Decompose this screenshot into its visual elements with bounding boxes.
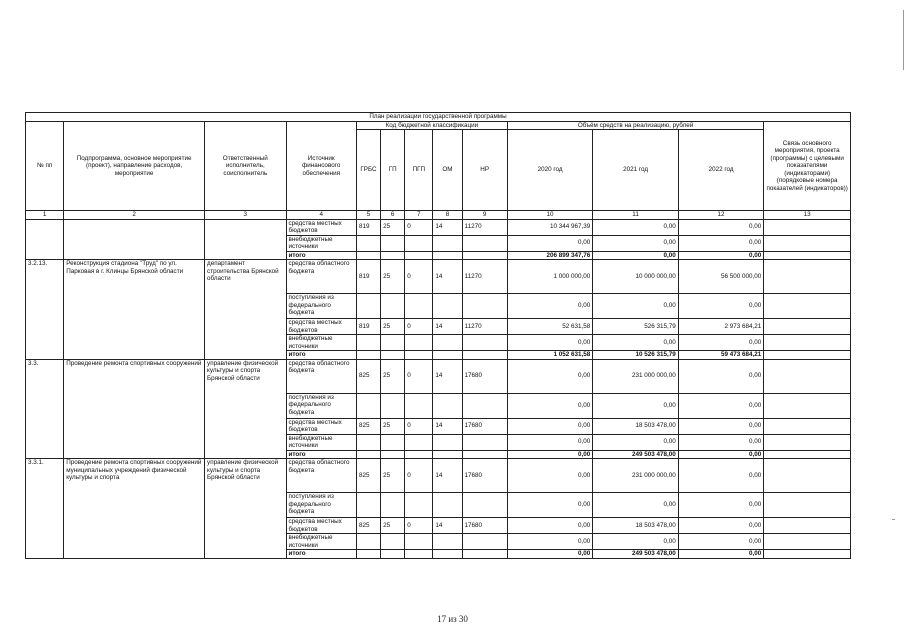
table-row [26, 459, 851, 493]
indicator-link-cell [764, 518, 851, 534]
code-pgp [405, 235, 433, 251]
program-plan-table [25, 112, 851, 559]
amount-2021: 0,00 [593, 251, 679, 260]
item-responsible: департамент строительства Брянской области [205, 260, 286, 360]
item-name [64, 219, 205, 260]
code-grbs [356, 294, 380, 319]
funding-source: итого [286, 550, 356, 559]
table-row [26, 260, 851, 294]
code-pgp [405, 534, 433, 550]
header-year-2022: 2022 год [678, 130, 764, 211]
code-gp: 25 [381, 319, 405, 335]
code-gp [381, 434, 405, 450]
header-responsible: Ответственный исполнитель, соисполнитель [205, 121, 286, 211]
code-pgp: 0 [405, 319, 433, 335]
code-pgp [405, 450, 433, 459]
code-pgp [405, 351, 433, 360]
code-pgp [405, 434, 433, 450]
code-gp [381, 393, 405, 418]
code-grbs [356, 550, 380, 559]
code-nr: 17680 [462, 459, 507, 493]
item-number: 3.3. [26, 359, 64, 459]
amount-2020: 0,00 [507, 459, 593, 493]
funding-source: внебюджетные источники [286, 335, 356, 351]
funding-source: поступления из федерального бюджета [286, 493, 356, 518]
code-om [433, 351, 462, 360]
amount-2021: 231 000 000,00 [593, 359, 679, 393]
amount-2020: 0,00 [507, 493, 593, 518]
code-grbs: 825 [356, 459, 380, 493]
indicator-link-cell [764, 550, 851, 559]
amount-2022: 0,00 [678, 235, 764, 251]
code-pgp: 0 [405, 459, 433, 493]
amount-2020: 0,00 [507, 534, 593, 550]
table-row [26, 359, 851, 393]
code-gp [381, 493, 405, 518]
code-om [433, 294, 462, 319]
code-gp [381, 550, 405, 559]
code-nr: 17680 [462, 518, 507, 534]
amount-2022: 0,00 [678, 418, 764, 434]
code-pgp [405, 294, 433, 319]
code-pgp: 0 [405, 418, 433, 434]
page-number: 17 из 30 [437, 614, 468, 624]
code-nr [462, 351, 507, 360]
amount-2021: 0,00 [593, 434, 679, 450]
amount-2020: 0,00 [507, 294, 593, 319]
code-gp [381, 450, 405, 459]
code-om: 14 [433, 260, 462, 294]
indicator-link-cell [764, 493, 851, 518]
amount-2022: 0,00 [678, 251, 764, 260]
item-name: Реконструкция стадиона "Труд" по ул. Парковая в г. Клинцы Брянской области [64, 260, 205, 360]
item-number [26, 219, 64, 260]
code-grbs [356, 235, 380, 251]
indicator-link-cell [764, 335, 851, 351]
header-budget-code-group: Код бюджетной классификации [356, 121, 507, 130]
indicator-link-cell [764, 534, 851, 550]
code-grbs: 819 [356, 260, 380, 294]
funding-source: средства местных бюджетов [286, 518, 356, 534]
item-responsible [205, 219, 286, 260]
code-nr: 11270 [462, 319, 507, 335]
code-om [433, 534, 462, 550]
code-gp: 25 [381, 518, 405, 534]
amount-2022: 0,00 [678, 434, 764, 450]
amount-2022: 0,00 [678, 518, 764, 534]
funding-source: итого [286, 351, 356, 360]
code-nr [462, 335, 507, 351]
code-nr [462, 550, 507, 559]
item-responsible: управление физической культуры и спорта Брянской области [205, 459, 286, 559]
amount-2021: 18 503 478,00 [593, 518, 679, 534]
code-pgp: 0 [405, 518, 433, 534]
code-om: 14 [433, 359, 462, 393]
amount-2021: 0,00 [593, 335, 679, 351]
col-number: 9 [462, 211, 507, 220]
code-nr [462, 393, 507, 418]
col-number: 2 [64, 211, 205, 220]
funding-source: итого [286, 450, 356, 459]
code-om [433, 235, 462, 251]
funding-source: внебюджетные источники [286, 434, 356, 450]
code-pgp [405, 550, 433, 559]
scan-edge-mark [892, 519, 895, 520]
code-nr: 11270 [462, 260, 507, 294]
amount-2022: 56 500 000,00 [678, 260, 764, 294]
amount-2021: 10 000 000,00 [593, 260, 679, 294]
code-grbs [356, 251, 380, 260]
item-name: Проведение ремонта спортивных сооружений [64, 359, 205, 459]
code-pgp: 0 [405, 260, 433, 294]
item-name: Проведение ремонта спортивных сооружений муниципальных учреждений физической культуры и спорта [64, 459, 205, 559]
amount-2022: 0,00 [678, 294, 764, 319]
code-grbs [356, 534, 380, 550]
amount-2020: 206 899 347,76 [507, 251, 593, 260]
code-nr [462, 493, 507, 518]
code-om [433, 450, 462, 459]
funding-source: средства областного бюджета [286, 260, 356, 294]
amount-2020: 0,00 [507, 518, 593, 534]
amount-2020: 1 052 631,58 [507, 351, 593, 360]
code-nr: 11270 [462, 219, 507, 235]
code-nr [462, 251, 507, 260]
col-number: 10 [507, 211, 593, 220]
amount-2021: 249 503 478,00 [593, 550, 679, 559]
code-nr: 17680 [462, 418, 507, 434]
code-gp: 25 [381, 260, 405, 294]
funding-source: средства местных бюджетов [286, 319, 356, 335]
header-year-2021: 2021 год [593, 130, 679, 211]
code-grbs [356, 351, 380, 360]
amount-2020: 0,00 [507, 434, 593, 450]
col-number: 13 [764, 211, 851, 220]
code-gp [381, 294, 405, 319]
amount-2021: 0,00 [593, 534, 679, 550]
funding-source: средства местных бюджетов [286, 418, 356, 434]
amount-2020: 1 000 000,00 [507, 260, 593, 294]
col-number: 8 [433, 211, 462, 220]
col-number: 6 [381, 211, 405, 220]
funding-source: средства областного бюджета [286, 359, 356, 393]
code-om: 14 [433, 518, 462, 534]
code-grbs [356, 335, 380, 351]
code-gp: 25 [381, 219, 405, 235]
code-pgp [405, 393, 433, 418]
col-number: 5 [356, 211, 380, 220]
code-gp [381, 534, 405, 550]
code-gp: 25 [381, 459, 405, 493]
code-pgp [405, 251, 433, 260]
code-om [433, 434, 462, 450]
code-grbs: 819 [356, 219, 380, 235]
header-nr: НР [462, 130, 507, 211]
amount-2020: 52 631,58 [507, 319, 593, 335]
table-title: План реализации государственной программы [26, 113, 851, 122]
amount-2020: 0,00 [507, 335, 593, 351]
code-grbs [356, 493, 380, 518]
funding-source: внебюджетные источники [286, 235, 356, 251]
amount-2021: 0,00 [593, 235, 679, 251]
code-nr [462, 434, 507, 450]
col-number: 7 [405, 211, 433, 220]
code-grbs [356, 393, 380, 418]
code-nr [462, 534, 507, 550]
amount-2021: 0,00 [593, 294, 679, 319]
funding-source: внебюджетные источники [286, 534, 356, 550]
funding-source: средства местных бюджетов [286, 219, 356, 235]
indicator-link-cell [764, 450, 851, 459]
amount-2020: 0,00 [507, 235, 593, 251]
amount-2022: 0,00 [678, 219, 764, 235]
funding-source: поступления из федерального бюджета [286, 393, 356, 418]
code-pgp: 0 [405, 219, 433, 235]
code-nr: 17680 [462, 359, 507, 393]
indicator-link-cell [764, 359, 851, 393]
code-gp: 25 [381, 418, 405, 434]
amount-2020: 10 344 967,39 [507, 219, 593, 235]
funding-source: поступления из федерального бюджета [286, 294, 356, 319]
code-om: 14 [433, 319, 462, 335]
amount-2022: 0,00 [678, 335, 764, 351]
table-row [26, 219, 851, 235]
item-number: 3.2.13. [26, 260, 64, 360]
code-om [433, 493, 462, 518]
header-indicator-link: Связь основного мероприятия, проекта (программы) с целевыми показателями (индикаторами) (порядковые номера показателей (индикаторов)) [764, 121, 851, 211]
amount-2022: 0,00 [678, 359, 764, 393]
code-grbs [356, 450, 380, 459]
col-number: 3 [205, 211, 286, 220]
code-om: 14 [433, 459, 462, 493]
amount-2021: 0,00 [593, 393, 679, 418]
code-om: 14 [433, 418, 462, 434]
amount-2020: 0,00 [507, 359, 593, 393]
amount-2020: 0,00 [507, 393, 593, 418]
col-number: 11 [593, 211, 679, 220]
amount-2022: 0,00 [678, 450, 764, 459]
code-nr [462, 450, 507, 459]
code-om [433, 550, 462, 559]
code-grbs: 825 [356, 518, 380, 534]
amount-2022: 2 973 684,21 [678, 319, 764, 335]
code-gp [381, 251, 405, 260]
code-grbs: 825 [356, 418, 380, 434]
amount-2021: 10 526 315,79 [593, 351, 679, 360]
code-gp [381, 351, 405, 360]
code-om [433, 393, 462, 418]
indicator-link-cell [764, 393, 851, 418]
amount-2020: 0,00 [507, 550, 593, 559]
header-gp: ГП [381, 130, 405, 211]
indicator-link-cell [764, 294, 851, 319]
header-name: Подпрограмма, основное мероприятие (проект), направление расходов, мероприятие [64, 121, 205, 211]
item-number: 3.3.1. [26, 459, 64, 559]
header-source: Источник финансового обеспечения [286, 121, 356, 211]
funding-source: итого [286, 251, 356, 260]
amount-2022: 0,00 [678, 550, 764, 559]
code-grbs [356, 434, 380, 450]
amount-2021: 18 503 478,00 [593, 418, 679, 434]
indicator-link-cell [764, 418, 851, 434]
col-number: 1 [26, 211, 64, 220]
amount-2022: 0,00 [678, 459, 764, 493]
amount-2021: 0,00 [593, 219, 679, 235]
indicator-link-cell [764, 459, 851, 493]
funding-source: средства областного бюджета [286, 459, 356, 493]
header-num: № пп [26, 121, 64, 211]
code-om [433, 335, 462, 351]
header-year-2020: 2020 год [507, 130, 593, 211]
indicator-link-cell [764, 351, 851, 360]
code-om [433, 251, 462, 260]
code-pgp [405, 493, 433, 518]
item-responsible: управление физической культуры и спорта Брянской области [205, 359, 286, 459]
amount-2021: 526 315,79 [593, 319, 679, 335]
amount-2021: 249 503 478,00 [593, 450, 679, 459]
indicator-link-cell [764, 251, 851, 260]
code-gp [381, 335, 405, 351]
amount-2022: 59 473 684,21 [678, 351, 764, 360]
code-nr [462, 235, 507, 251]
indicator-link-cell [764, 319, 851, 335]
header-amount-group: Объём средств на реализацию, рублей [507, 121, 764, 130]
amount-2021: 231 000 000,00 [593, 459, 679, 493]
scan-edge-line [903, 10, 904, 70]
header-pgp: ПГП [405, 130, 433, 211]
amount-2022: 0,00 [678, 493, 764, 518]
col-number: 4 [286, 211, 356, 220]
indicator-link-cell [764, 260, 851, 294]
code-grbs: 825 [356, 359, 380, 393]
code-pgp: 0 [405, 359, 433, 393]
code-pgp [405, 335, 433, 351]
code-nr [462, 294, 507, 319]
code-gp [381, 235, 405, 251]
code-gp: 25 [381, 359, 405, 393]
code-om: 14 [433, 219, 462, 235]
col-number: 12 [678, 211, 764, 220]
header-om: ОМ [433, 130, 462, 211]
amount-2022: 0,00 [678, 393, 764, 418]
indicator-link-cell [764, 434, 851, 450]
amount-2022: 0,00 [678, 534, 764, 550]
amount-2020: 0,00 [507, 450, 593, 459]
amount-2021: 0,00 [593, 493, 679, 518]
indicator-link-cell [764, 219, 851, 235]
code-grbs: 819 [356, 319, 380, 335]
indicator-link-cell [764, 235, 851, 251]
amount-2020: 0,00 [507, 418, 593, 434]
header-grbs: ГРБС [356, 130, 380, 211]
